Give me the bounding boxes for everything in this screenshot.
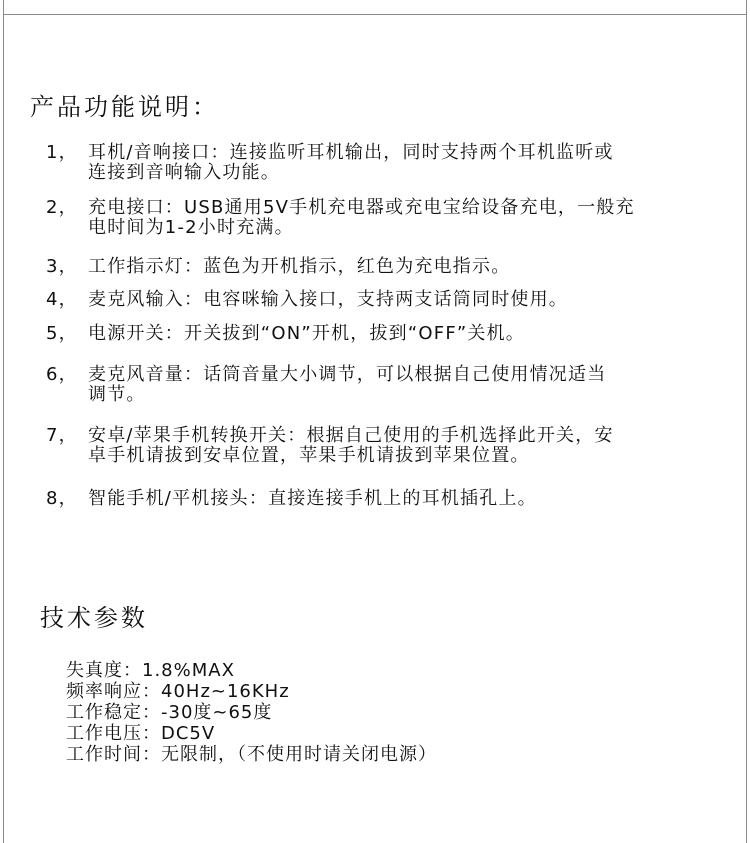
- feature-text: [88, 143, 730, 183]
- feature-item-2: [40, 198, 730, 238]
- feature-number: 2，: [46, 197, 78, 218]
- feature-text-line2: 电时间为1-2小时充满。: [88, 217, 294, 238]
- feature-item-1: [40, 143, 730, 183]
- feature-number: 8，: [46, 488, 78, 509]
- feature-number: 1，: [46, 142, 78, 163]
- feature-text-line2: 连接到音响输入功能。: [88, 162, 280, 183]
- spec-operating-temperature: 工作稳定：-30度~65度: [66, 702, 273, 723]
- feature-item-6: [40, 365, 730, 405]
- frame-border-top: [3, 14, 747, 15]
- frame-border-left: [3, 0, 4, 843]
- specs-list: [66, 660, 437, 765]
- feature-text: 工作指示灯：蓝色为开机指示，红色为充电指示。: [88, 256, 511, 277]
- feature-text: [88, 365, 730, 405]
- feature-text-line2: 调节。: [88, 384, 146, 405]
- frame-border-right: [746, 0, 747, 843]
- feature-text: 麦克风输入：电容咪输入接口，支持两支话筒同时使用。: [88, 289, 568, 310]
- feature-item-5: [40, 324, 730, 344]
- feature-number: 7，: [46, 425, 78, 446]
- feature-number: 3，: [46, 256, 78, 277]
- feature-text: [88, 198, 730, 238]
- features-heading: 产品功能说明：: [30, 93, 219, 121]
- spec-frequency-response: 频率响应：40Hz~16KHz: [66, 681, 290, 702]
- specs-heading: 技术参数: [40, 604, 148, 632]
- feature-text-line2: 卓手机请拔到安卓位置，苹果手机请拔到苹果位置。: [88, 445, 530, 466]
- feature-number: 4，: [46, 289, 78, 310]
- feature-text-line1: 麦克风音量：话筒音量大小调节，可以根据自己使用情况适当: [88, 364, 607, 385]
- feature-text: [88, 426, 730, 466]
- feature-number: 5，: [46, 323, 78, 344]
- feature-item-4: [40, 290, 730, 310]
- feature-item-3: [40, 257, 730, 277]
- spec-operating-voltage: 工作电压：DC5V: [66, 723, 216, 744]
- feature-item-7: [40, 426, 730, 466]
- feature-text-line1: 充电接口：USB通用5V手机充电器或充电宝给设备充电，一般充: [88, 197, 635, 218]
- feature-number: 6，: [46, 364, 78, 385]
- spec-operating-time: 工作时间：无限制，（不使用时请关闭电源）: [66, 744, 437, 765]
- feature-text: 智能手机/平机接头：直接连接手机上的耳机插孔上。: [88, 488, 537, 509]
- feature-text: 电源开关：开关拔到“ON”开机，拔到“OFF”关机。: [88, 323, 526, 344]
- feature-text-line1: 耳机/音响接口：连接监听耳机输出，同时支持两个耳机监听或: [88, 142, 614, 163]
- feature-text-line1: 安卓/苹果手机转换开关：根据自己使用的手机选择此开关，安: [88, 425, 614, 446]
- spec-distortion: 失真度：1.8%MAX: [66, 660, 235, 681]
- feature-item-8: [40, 489, 730, 509]
